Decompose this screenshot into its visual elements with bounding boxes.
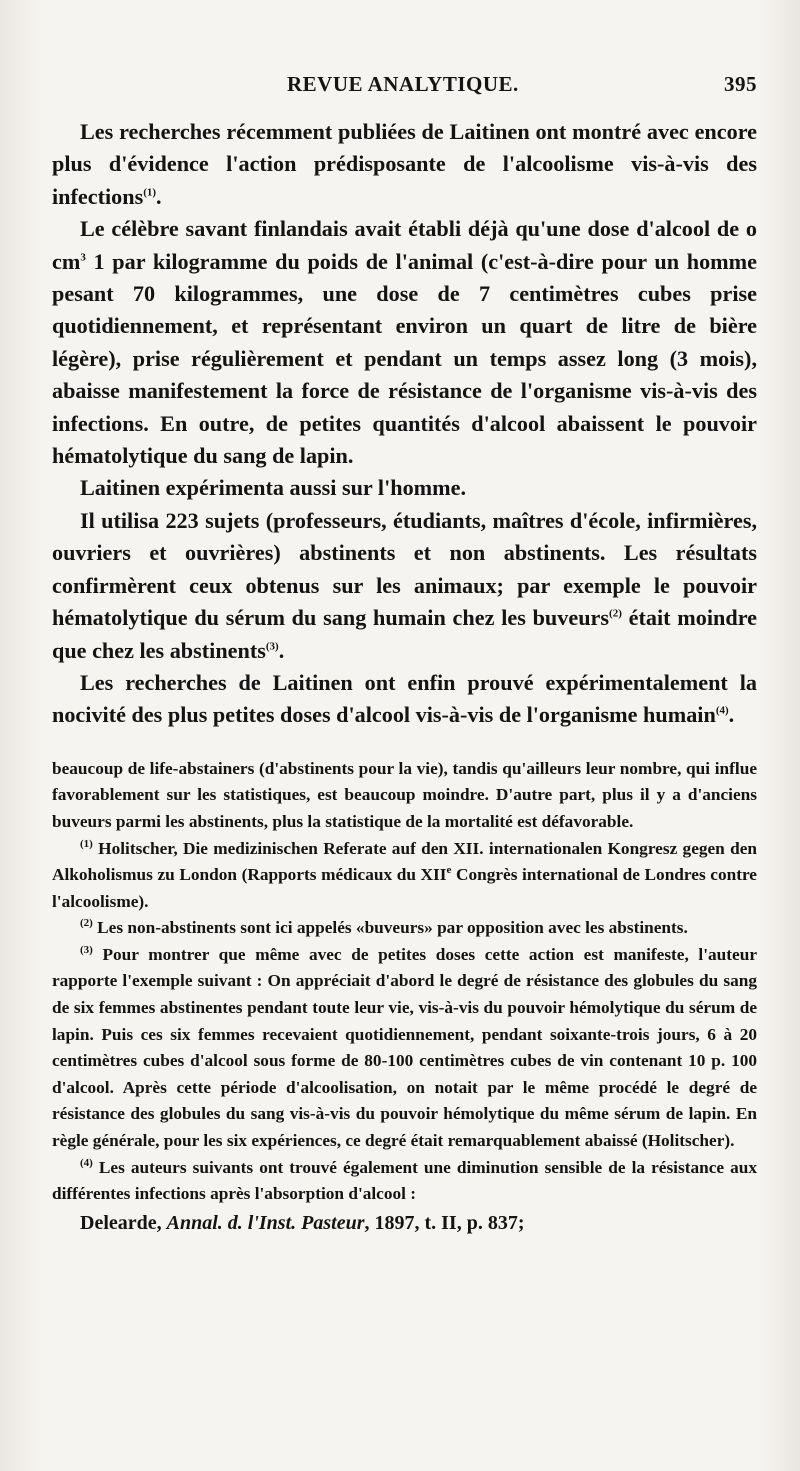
footnote-2: $^{(2)}$ Les non-abstinents sont ici appelés «buveurs» par opposition avec les abstinents. [80, 917, 688, 938]
footnote-ref[interactable]: (4) [715, 704, 729, 717]
page-number: 395 [724, 72, 757, 96]
journal-title: Annal. d. l'Inst. Pasteur [166, 1211, 365, 1234]
footnote-4: $^{(4)}$ Les auteurs suivants ont trouvé également une diminution sensible de la résistance aux différentes infections après l'absorption d'alcool : [52, 1156, 757, 1204]
footnotes [52, 756, 757, 1238]
reference: Delearde, Annal. d. l'Inst. Pasteur, 1897, t. II, p. 837; [80, 1211, 525, 1234]
footnote-continuation: beaucoup de life-abstainers (d'abstinents pour la vie), tandis qu'ailleurs leur nombre, qui influe favorablement sur les statistiques, est beaucoup moindre. D'autre part, plus il y a d'anciens buveurs parmi les abstinents, plus la statistique de la mortalité est défavorable. [52, 758, 757, 831]
paragraph: Les recherches récemment publiées de Laitinen ont montré avec encore plus d'évidence l'action prédisposante de l'alcoolisme vis-à-vis des infections$^{(1)}$. [52, 119, 757, 209]
superscript: 3 [80, 251, 86, 264]
paragraph: Laitinen expérimenta aussi sur l'homme. [80, 475, 467, 501]
footnote-ref[interactable]: (1) [143, 186, 157, 199]
running-header [52, 72, 757, 106]
footnote-1: $^{(1)}$ Holitscher, Die medizinischen Referate auf den XII. internationalen Kongresz gegen den Alkoholismus zu London (Rapports médicaux du XIIe Congrès international de Londres contre l'alcoolisme). [52, 837, 757, 911]
running-title: REVUE ANALYTIQUE. [287, 72, 519, 96]
footnote-mark: (1) [80, 837, 93, 850]
page-body [52, 116, 757, 1238]
footnote-ref[interactable]: (3) [265, 640, 279, 653]
paragraph: Il utilisa 223 sujets (professeurs, étudiants, maîtres d'école, infirmières, ouvriers et ouvrières) abstinents et non abstinents. Les résultats confirmèrent ceux obtenus sur les animaux; par exemple le pouvoir hématolytique du sérum du sang humain chez les buveurs$^{(2)}$ était moindre que chez les abstinents$^{(3)}$. [52, 507, 757, 663]
superscript: e [446, 864, 452, 877]
footnote-mark: (4) [80, 1156, 93, 1169]
main-text [52, 116, 757, 732]
footnote-ref[interactable]: (2) [609, 607, 622, 620]
paragraph: Les recherches de Laitinen ont enfin prouvé expérimentalement la nocivité des plus petites doses d'alcool vis-à-vis de l'organisme humain$^{(4)}$. [52, 669, 757, 728]
footnote-3: $^{(3)}$ Pour montrer que même avec de petites doses cette action est manifeste, l'auteur rapporte l'exemple suivant : On appréciait d'abord le degré de résistance des globules du sang de six femmes abstinentes pendant toute leur vie, vis-à-vis du pouvoir hémolytique du sérum de lapin. Puis ces six femmes recevaient quotidiennement, pendant soixante-trois jours, 6 à 20 centimètres cubes d'alcool sous forme de 80-100 centimètres cubes de vin contenant 10 p. 100 d'alcool. Après cette période d'alcoolisation, on notait par le même procédé le degré de résistance des globules du sang vis-à-vis du pouvoir hémolytique du même sérum de lapin. En règle générale, pour les six expériences, ce degré était remarquablement abaissé (Holitscher). [52, 944, 757, 1151]
footnote-mark: (2) [80, 917, 93, 930]
footnote-mark: (3) [80, 944, 93, 957]
paragraph: Le célèbre savant finlandais avait établi déjà qu'une dose d'alcool de o $cm^3$ 1 par kilogramme du poids de l'animal (c'est-à-dire pour un homme pesant 70 kilogrammes, une dose de 7 centimètres cubes prise quotidiennement, et représentant environ un quart de litre de bière légère), prise régulièrement et pendant un temps assez long (3 mois), abaisse manifestement la force de résistance de l'organisme vis-à-vis des infections. En outre, de petites quantités d'alcool abaissent le pouvoir hématolytique du sang de lapin. [52, 216, 757, 469]
